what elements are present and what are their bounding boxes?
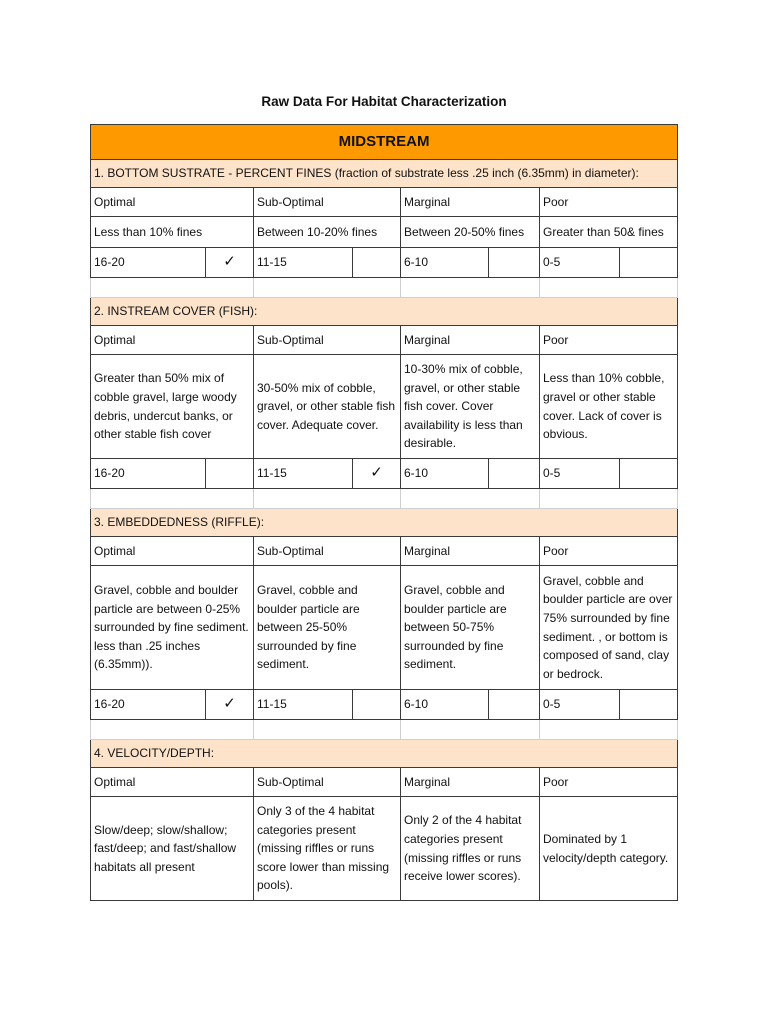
description-sub-optimal: Gravel, cobble and boulder particle are between 25-50% surrounded by fine sediment. (254, 566, 401, 690)
description-poor: Less than 10% cobble, gravel or other stable cover. Lack of cover is obvious. (540, 355, 678, 459)
header-optimal: Optimal (91, 188, 254, 217)
header-sub-optimal: Sub-Optimal (254, 768, 401, 797)
header-optimal: Optimal (91, 768, 254, 797)
spacer-cell (540, 489, 678, 509)
header-sub-optimal: Sub-Optimal (254, 188, 401, 217)
description-marginal: Between 20-50% fines (401, 217, 540, 248)
score-marginal: 6-10 (401, 248, 489, 278)
check-box-sub-optimal[interactable] (353, 248, 401, 278)
description-marginal: 10-30% mix of cobble, gravel, or other stable fish cover. Cover availability is less than desirable. (401, 355, 540, 459)
description-poor: Dominated by 1 velocity/depth category. (540, 797, 678, 901)
section-heading: 1. BOTTOM SUSTRATE - PERCENT FINES (fraction of substrate less .25 inch (6.35mm) in diameter): (91, 160, 678, 188)
score-sub-optimal: 11-15 (254, 248, 353, 278)
spacer-cell (91, 489, 254, 509)
header-sub-optimal: Sub-Optimal (254, 537, 401, 566)
habitat-table (90, 124, 678, 901)
spacer-cell (91, 278, 254, 298)
check-box-sub-optimal[interactable] (353, 690, 401, 720)
score-sub-optimal: 11-15 (254, 459, 353, 489)
description-optimal: Gravel, cobble and boulder particle are between 0-25% surrounded by fine sediment. less than .25 inches (6.35mm)). (91, 566, 254, 690)
spacer-cell (401, 489, 540, 509)
score-optimal: 16-20 (91, 248, 206, 278)
spacer-cell (254, 720, 401, 740)
header-optimal: Optimal (91, 326, 254, 355)
score-poor: 0-5 (540, 248, 620, 278)
spacer-cell (401, 720, 540, 740)
score-marginal: 6-10 (401, 459, 489, 489)
description-marginal: Only 2 of the 4 habitat categories present (missing riffles or runs receive lower scores). (401, 797, 540, 901)
score-marginal: 6-10 (401, 690, 489, 720)
section-heading: 4. VELOCITY/DEPTH: (91, 740, 678, 768)
spacer-cell (540, 720, 678, 740)
spacer-cell (401, 278, 540, 298)
check-box-optimal[interactable]: ✓ (206, 248, 254, 278)
midstream-banner: MIDSTREAM (91, 125, 678, 160)
description-optimal: Less than 10% fines (91, 217, 254, 248)
check-box-marginal[interactable] (489, 248, 540, 278)
score-optimal: 16-20 (91, 459, 206, 489)
description-optimal: Greater than 50% mix of cobble gravel, large woody debris, undercut banks, or other stable fish cover (91, 355, 254, 459)
check-box-poor[interactable] (620, 459, 678, 489)
header-marginal: Marginal (401, 326, 540, 355)
check-box-sub-optimal[interactable]: ✓ (353, 459, 401, 489)
description-poor: Greater than 50& fines (540, 217, 678, 248)
score-poor: 0-5 (540, 459, 620, 489)
header-marginal: Marginal (401, 768, 540, 797)
section-heading: 2. INSTREAM COVER (FISH): (91, 298, 678, 326)
description-poor: Gravel, cobble and boulder particle are over 75% surrounded by fine sediment. , or bottom is composed of sand, clay or bedrock. (540, 566, 678, 690)
section-heading: 3. EMBEDDEDNESS (RIFFLE): (91, 509, 678, 537)
check-box-optimal[interactable] (206, 459, 254, 489)
description-sub-optimal: Between 10-20% fines (254, 217, 401, 248)
description-sub-optimal: 30-50% mix of cobble, gravel, or other stable fish cover. Adequate cover. (254, 355, 401, 459)
header-optimal: Optimal (91, 537, 254, 566)
spacer-cell (540, 278, 678, 298)
page-title: Raw Data For Habitat Characterization (261, 94, 507, 109)
check-box-marginal[interactable] (489, 459, 540, 489)
check-box-poor[interactable] (620, 248, 678, 278)
spacer-cell (254, 489, 401, 509)
header-poor: Poor (540, 768, 678, 797)
description-optimal: Slow/deep; slow/shallow; fast/deep; and fast/shallow habitats all present (91, 797, 254, 901)
score-sub-optimal: 11-15 (254, 690, 353, 720)
header-poor: Poor (540, 326, 678, 355)
description-sub-optimal: Only 3 of the 4 habitat categories present (missing riffles or runs score lower than missing pools). (254, 797, 401, 901)
header-marginal: Marginal (401, 188, 540, 217)
check-box-optimal[interactable]: ✓ (206, 690, 254, 720)
spacer-cell (91, 720, 254, 740)
header-marginal: Marginal (401, 537, 540, 566)
spacer-cell (254, 278, 401, 298)
header-sub-optimal: Sub-Optimal (254, 326, 401, 355)
check-box-marginal[interactable] (489, 690, 540, 720)
description-marginal: Gravel, cobble and boulder particle are between 50-75% surrounded by fine sediment. (401, 566, 540, 690)
header-poor: Poor (540, 537, 678, 566)
check-box-poor[interactable] (620, 690, 678, 720)
score-poor: 0-5 (540, 690, 620, 720)
score-optimal: 16-20 (91, 690, 206, 720)
header-poor: Poor (540, 188, 678, 217)
